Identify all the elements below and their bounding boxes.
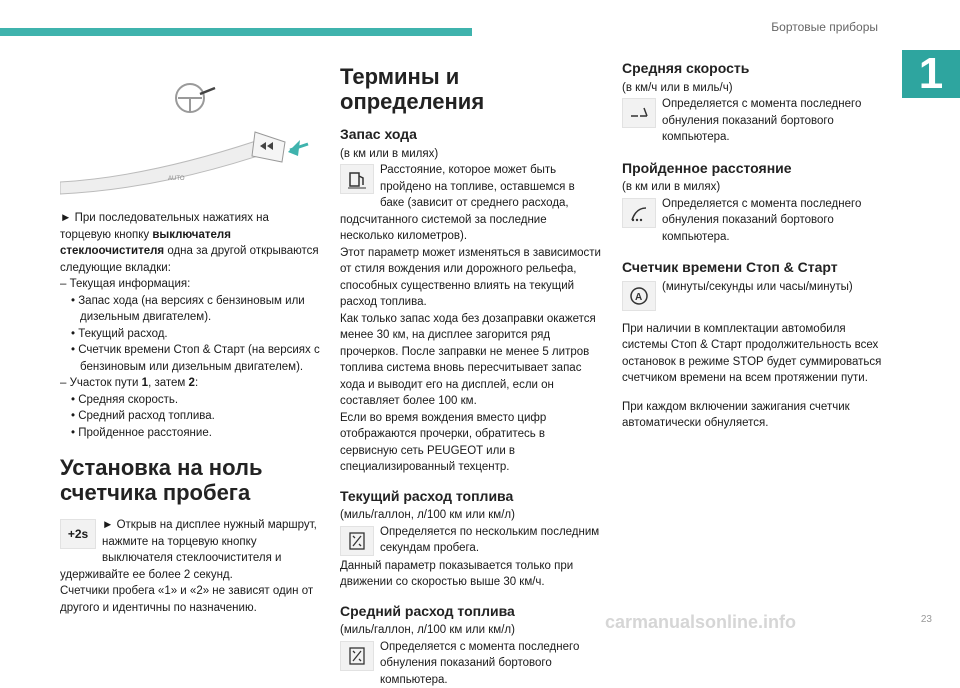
stop-start-text-2: При каждом включении зажигания счетчик автоматически обнуляется. <box>622 399 884 432</box>
terms-heading: Термины и определения <box>340 64 602 114</box>
speed-icon <box>622 98 656 128</box>
distance-text: Определяется с момента последнего обнуления показаний бортового компьютера. <box>622 196 884 246</box>
average-speed-heading: Средняя скорость <box>622 60 884 77</box>
current-consumption-text: Определяется по нескольким последним секундам пробега. <box>340 524 602 557</box>
list-item: • Пройденное расстояние. <box>60 425 322 442</box>
list-item: • Счетчик времени Стоп & Старт (на версиях с бензиновым или дизельным двигателем). <box>60 342 322 375</box>
chapter-number: 1 <box>902 50 960 98</box>
wiper-stalk-illustration <box>60 60 322 200</box>
range-units: (в км или в милях) <box>340 146 602 163</box>
list-item: – Участок пути 1, затем 2: <box>60 375 322 392</box>
reset-text: ► Открыв на дисплее нужный маршрут, нажмите на торцевую кнопку выключателя стеклоочистителя и удерживайте ее более 2 секунд. <box>60 517 322 583</box>
stop-start-heading: Счетчик времени Стоп & Старт <box>622 259 884 276</box>
average-consumption-heading: Средний расход топлива <box>340 603 602 620</box>
list-item: • Средний расход топлива. <box>60 408 322 425</box>
fuel-gauge-icon <box>340 641 374 671</box>
distance-heading: Пройденное расстояние <box>622 160 884 177</box>
reset-heading: Установка на ноль счетчика пробега <box>60 455 322 505</box>
stop-start-text: При наличии в комплектации автомобиля системы Стоп & Старт продолжительность всех остановок в режиме STOP будет суммироваться счетчиком времени на всем протяжении пути. <box>622 313 884 387</box>
watermark: carmanualsonline.info <box>605 612 796 633</box>
range-text: Расстояние, которое может быть пройдено на топливе, оставшемся в баке (зависит от среднего расхода, подсчитанного системой за последние несколько километров). <box>340 162 602 245</box>
average-speed-units: (в км/ч или в миль/ч) <box>622 80 884 97</box>
current-consumption-heading: Текущий расход топлива <box>340 488 602 505</box>
distance-icon <box>622 198 656 228</box>
fuel-pump-icon <box>340 164 374 194</box>
range-text-3: Как только запас хода без дозаправки окажется менее 30 км, на дисплее загорится ряд прочерков. После заправки не менее 5 литров топлива система вновь пересчитывает запас хода и выводит его на дисплей, если он составляет более 100 км. <box>340 311 602 410</box>
current-consumption-units: (миль/галлон, л/100 км или км/л) <box>340 507 602 524</box>
range-heading: Запас хода <box>340 126 602 143</box>
list-item: – Текущая информация: <box>60 276 322 293</box>
distance-units: (в км или в милях) <box>622 179 884 196</box>
range-text-4: Если во время вождения вместо цифр отображаются прочерки, обратитесь в сервисную сеть PEUGEOT или в специализированный техцентр. <box>340 410 602 476</box>
column-3 <box>622 58 884 432</box>
average-consumption-text: Определяется с момента последнего обнуления показаний бортового компьютера. <box>340 639 602 688</box>
average-speed-text: Определяется с момента последнего обнуления показаний бортового компьютера. <box>622 96 884 146</box>
list-item: • Текущий расход. <box>60 326 322 343</box>
auto-label: AUTO <box>168 176 185 182</box>
current-consumption-text-2: Данный параметр показывается только при движении со скоростью выше 30 км/ч. <box>340 558 602 591</box>
section-title: Бортовые приборы <box>771 20 878 34</box>
hold-2s-icon: +2s <box>60 519 96 549</box>
header-bar <box>0 28 472 36</box>
stop-start-icon <box>622 281 656 311</box>
average-consumption-units: (миль/галлон, л/100 км или км/л) <box>340 622 602 639</box>
list-item: • Средняя скорость. <box>60 392 322 409</box>
column-2 <box>340 58 602 688</box>
list-item: • Запас хода (на версиях с бензиновым или дизельным двигателем). <box>60 293 322 326</box>
column-1 <box>60 210 322 616</box>
fuel-gauge-icon <box>340 526 374 556</box>
svg-text:A: A <box>635 292 642 303</box>
reset-text-2: Счетчики пробега «1» и «2» не зависят один от другого и идентичны по назначению. <box>60 583 322 616</box>
page-number: 23 <box>921 614 932 625</box>
stop-start-units: (минуты/секунды или часы/минуты) <box>622 279 884 296</box>
range-text-2: Этот параметр может изменяться в зависимости от стиля вождения или дорожного рельефа, способных существенно влиять на текущий расход топлива. <box>340 245 602 311</box>
intro-text: ► При последовательных нажатиях на торцевую кнопку выключателя стеклоочистителя одна за другой открываются следующие вкладки: <box>60 210 322 276</box>
